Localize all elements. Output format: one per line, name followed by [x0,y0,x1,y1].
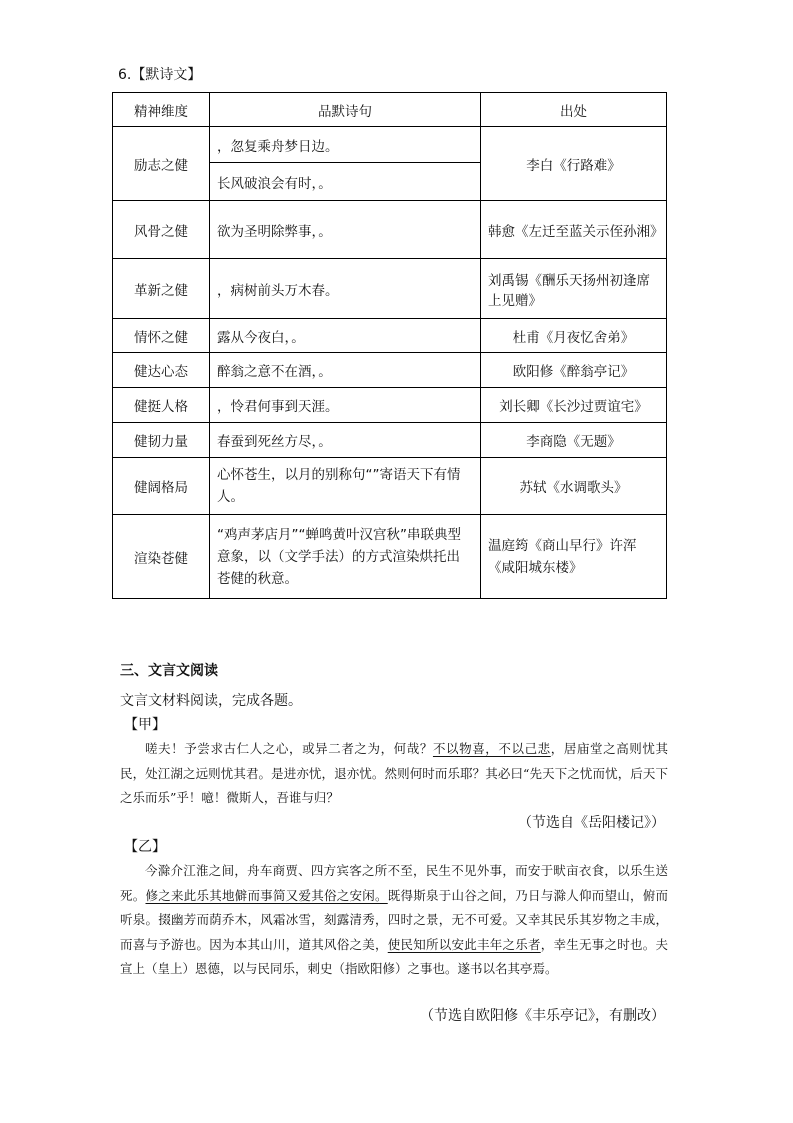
passage-jia-label: 【甲】 [124,717,166,733]
source-cell: 李商隐《无题》 [481,423,667,458]
poem-line-cell: ，病树前头万木春。 [210,259,481,319]
dimension-cell: 健阔格局 [113,458,210,515]
source-cell: 刘禹锡《酬乐天扬州初逢席上见赠》 [481,259,667,319]
table-row [113,423,667,458]
header-source: 出处 [481,93,667,127]
poem-table [112,92,667,599]
table-row [113,515,667,599]
source-cell: 苏轼《水调歌头》 [481,458,667,515]
poem-line-cell: 心怀苍生，以月的别称句“”寄语天下有情人。 [210,458,481,515]
table-row [113,353,667,388]
dimension-cell: 健韧力量 [113,423,210,458]
header-poem-lines: 品默诗句 [210,93,481,127]
passage-jia-source: （节选自《岳阳楼记》） [518,815,665,831]
table-row [113,319,667,353]
poem-line-cell: “鸡声茅店月”“蝉鸣黄叶汉宫秋”串联典型意象，以（文学手法）的方式渲染烘托出苍健的秋意。 [210,515,481,599]
source-cell: 刘长卿《长沙过贾谊宅》 [481,388,667,423]
table-header-row [113,93,667,127]
source-cell: 韩愈《左迁至蓝关示侄孙湘》 [481,201,667,259]
passage-text: 嗟夫！予尝求古仁人之心，或异二者之为，何哉？ [145,741,433,756]
source-cell: 李白《行路难》 [481,127,667,201]
passage-text: 今滁介江淮之间，舟车商贾、四方宾客之所不至，民生不见外事，而安于畎亩衣食，以乐生送死。 [120,863,668,903]
underlined-sentence: 使民知所以安此丰年之乐者 [387,936,541,952]
passage-yi-paragraph [120,859,668,982]
passage-text: ，幸生无事之时也。夫宣上（皇上）恩德，以与民同乐，刺史（指欧阳修）之事也。遂书以名其亭焉。 [120,936,668,976]
dimension-cell: 风骨之健 [113,201,210,259]
underlined-sentence: 不以物喜，不以己悲 [432,741,551,756]
dimension-cell: 健达心态 [113,353,210,388]
table-row [113,127,667,163]
header-dimension: 精神维度 [113,93,210,127]
table-row [113,201,667,259]
section-title: 三、文言文阅读 [120,663,218,679]
poem-line-cell: ，忽复乘舟梦日边。 [210,127,481,163]
question-title: 6.【默诗文】 [118,67,202,83]
poem-line-cell: 长风破浪会有时，。 [210,163,481,201]
table-row [113,458,667,515]
poem-line-cell: 露从今夜白，。 [210,319,481,353]
poem-line-cell: 欲为圣明除弊事，。 [210,201,481,259]
dimension-cell: 情怀之健 [113,319,210,353]
section-intro: 文言文材料阅读，完成各题。 [120,693,302,709]
passage-jia-paragraph [120,737,668,811]
table-row [113,259,667,319]
passage-text: ，居庙堂之高则忧其民，处江湖之远则忧其君。是进亦忧，退亦忧。然则何时而乐耶？其必曰“先天下之忧而忧，后天下之乐而乐”乎！噫！微斯人，吾谁与归？ [120,741,668,805]
source-cell: 欧阳修《醉翁亭记》 [481,353,667,388]
table-row [113,388,667,423]
source-cell: 杜甫《月夜忆舍弟》 [481,319,667,353]
dimension-cell: 励志之健 [113,127,210,201]
dimension-cell: 渲染苍健 [113,515,210,599]
passage-text: 既得斯泉于山谷之间，乃日与滁人仰而望山，俯而听泉。掇幽芳而荫乔木，风霜冰雪，刻露清秀，四时之景，无不可爱。又幸其民乐其岁物之丰成，而喜与予游也。因为本其山川，道其风俗之美， [120,887,668,952]
dimension-cell: 健挺人格 [113,388,210,423]
poem-line-cell: 醉翁之意不在酒，。 [210,353,481,388]
passage-yi-label: 【乙】 [124,839,166,855]
passage-yi-text [120,859,668,982]
dimension-cell: 革新之健 [113,259,210,319]
passage-yi-source: （节选自欧阳修《丰乐亭记》，有删改） [420,1008,665,1024]
poem-line-cell: ，怜君何事到天涯。 [210,388,481,423]
source-cell: 温庭筠《商山早行》许浑《咸阳城东楼》 [481,515,667,599]
passage-jia-text [120,737,668,811]
poem-line-cell: 春蚕到死丝方尽，。 [210,423,481,458]
underlined-sentence: 修之来此乐其地僻而事简又爱其俗之安闲。 [145,887,388,903]
